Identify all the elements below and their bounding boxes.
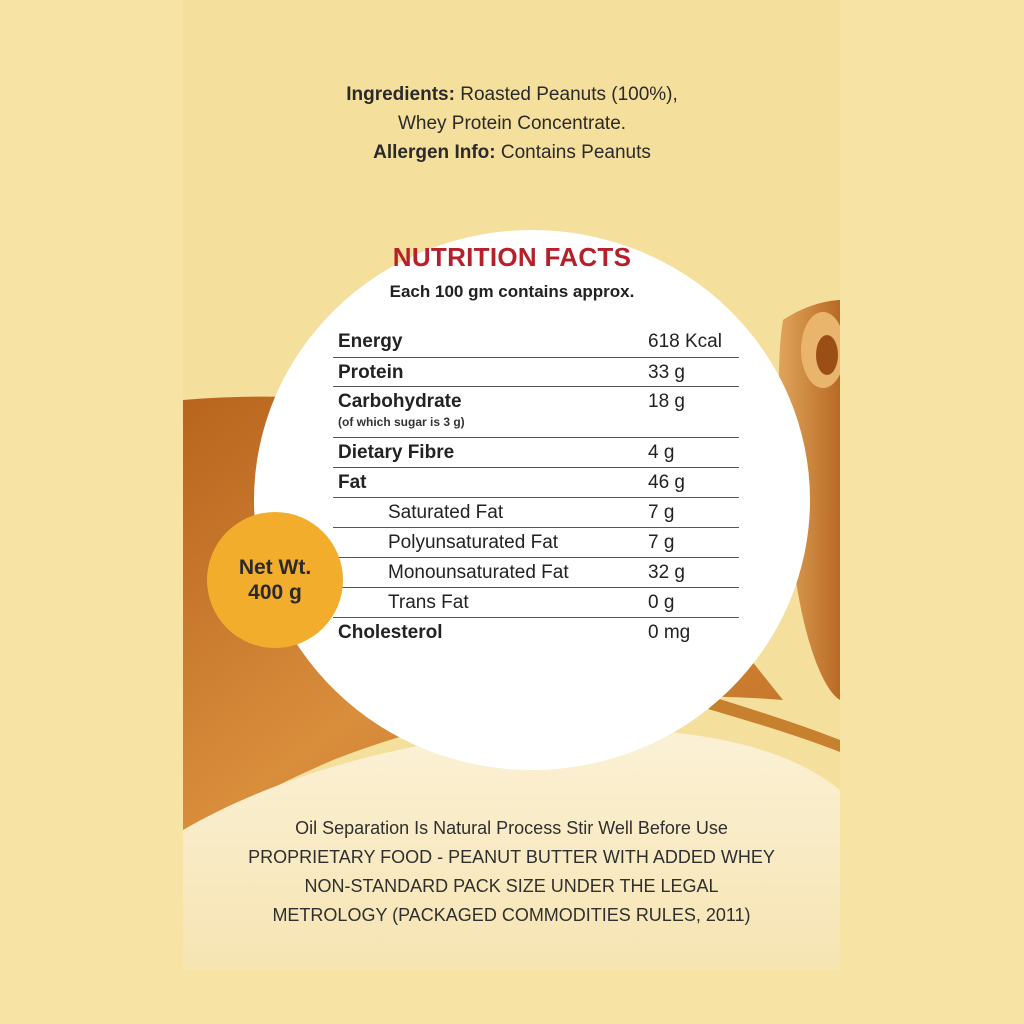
nutrient-name: Dietary Fibre [338,442,455,463]
nutrient-value: 618 Kcal [648,331,722,352]
nutrient-value: 4 g [648,442,675,463]
footer-line2: PROPRIETARY FOOD - PEANUT BUTTER WITH ADDED WHEY [248,847,775,867]
nutrition-row-protein [333,358,739,387]
nutrition-title: NUTRITION FACTS [392,242,632,272]
nutrition-table [333,327,739,648]
ingredients-line2: Whey Protein Concentrate. [397,113,627,134]
net-weight-value: 400 g [248,581,302,604]
nutrient-name: Energy [338,331,403,352]
nutrition-row-dietary-fibre [333,438,739,468]
nutrition-row-fat [333,468,739,498]
nutrient-value: 0 mg [648,622,691,643]
nutrient-value: 7 g [648,502,675,523]
net-weight-badge [207,512,343,648]
footer-line4: METROLOGY (PACKAGED COMMODITIES RULES, 2011) [272,905,751,925]
nutrition-row-polyunsaturated-fat [333,528,739,558]
ingredients-label: Ingredients: [346,84,455,105]
nutrient-name: Saturated Fat [388,502,504,523]
nutrition-row-trans-fat [333,588,739,618]
ingredients-block [0,80,1024,167]
nutrient-name: Carbohydrate [338,391,462,412]
nutrient-name: Fat [338,472,367,493]
net-weight-label: Net Wt. [238,556,312,579]
nutrient-note: (of which sugar is 3 g) [338,415,465,429]
allergen-label: Allergen Info: [373,142,496,163]
nutrient-name: Protein [338,362,404,383]
nutrition-row-energy [333,327,739,358]
allergen-value: Contains Peanuts [495,142,651,163]
ingredients-line1: Roasted Peanuts (100%), [454,84,678,105]
nutrient-value: 33 g [648,362,685,383]
nutrition-row-saturated-fat [333,498,739,528]
nutrient-name: Monounsaturated Fat [388,562,569,583]
footer-line3: NON-STANDARD PACK SIZE UNDER THE LEGAL [304,876,719,896]
nutrient-name: Cholesterol [338,622,443,643]
footer-disclaimer [183,814,840,930]
footer-line1: Oil Separation Is Natural Process Stir Well Before Use [295,818,728,838]
nutrition-row-carbohydrate [333,387,739,438]
nutrition-row-monounsaturated-fat [333,558,739,588]
nutrition-subtitle: Each 100 gm contains approx. [389,282,635,301]
nutrient-value: 7 g [648,532,675,553]
nutrient-name: Polyunsaturated Fat [388,532,559,553]
nutrient-value: 18 g [648,391,685,412]
nutrition-row-cholesterol [333,618,739,648]
nutrient-value: 46 g [648,472,685,493]
nutrient-value: 32 g [648,562,685,583]
nutrient-value: 0 g [648,592,675,613]
nutrient-name: Trans Fat [388,592,469,613]
